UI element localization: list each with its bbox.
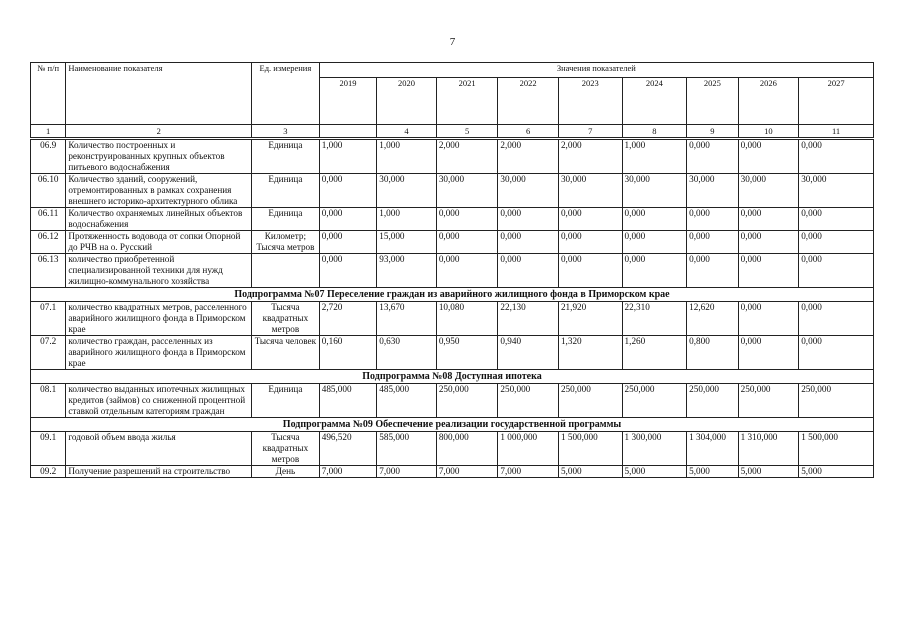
year-header-cell: 2020: [377, 78, 437, 125]
page-number: 7: [449, 36, 456, 48]
value-cell: 0,000: [436, 254, 498, 288]
header-values: Значения показателей: [319, 63, 873, 78]
row-number: 06.10: [31, 174, 66, 208]
row-number: 07.1: [31, 302, 66, 336]
value-cell: 7,000: [377, 466, 437, 478]
value-cell: 0,000: [622, 254, 687, 288]
value-cell: 30,000: [738, 174, 799, 208]
column-number-cell: 9: [687, 125, 738, 139]
value-cell: 2,720: [319, 302, 377, 336]
table-row: [31, 384, 874, 418]
value-cell: 0,000: [498, 231, 559, 254]
value-cell: 0,000: [319, 231, 377, 254]
value-cell: 21,920: [558, 302, 622, 336]
column-number-cell: 4: [377, 125, 437, 139]
value-cell: 0,800: [687, 336, 738, 370]
value-cell: 0,000: [799, 208, 874, 231]
value-cell: 22,310: [622, 302, 687, 336]
indicator-name: Количество охраняемых линейных объектов водоснабжения: [66, 208, 252, 231]
value-cell: 10,080: [436, 302, 498, 336]
indicator-name: Получение разрешений на строительство: [66, 466, 252, 478]
value-cell: 0,000: [738, 139, 799, 174]
value-cell: 1,260: [622, 336, 687, 370]
table-row: [31, 302, 874, 336]
indicators-table: [30, 62, 874, 478]
value-cell: 0,000: [319, 174, 377, 208]
year-header-cell: 2025: [687, 78, 738, 125]
value-cell: 1 300,000: [622, 432, 687, 466]
value-cell: 250,000: [622, 384, 687, 418]
value-cell: 0,160: [319, 336, 377, 370]
section-title: Подпрограмма №07 Переселение граждан из аварийного жилищного фонда в Приморском крае: [31, 288, 874, 302]
value-cell: 250,000: [498, 384, 559, 418]
value-cell: 485,000: [319, 384, 377, 418]
year-header-cell: 2026: [738, 78, 799, 125]
value-cell: 0,000: [799, 254, 874, 288]
unit-cell: Тысяча человек: [252, 336, 320, 370]
value-cell: 250,000: [436, 384, 498, 418]
value-cell: 0,000: [687, 231, 738, 254]
row-number: 09.2: [31, 466, 66, 478]
value-cell: 0,000: [738, 231, 799, 254]
column-number-cell: [319, 125, 377, 139]
value-cell: 1,000: [319, 139, 377, 174]
column-number-cell: 6: [498, 125, 559, 139]
value-cell: 0,000: [799, 231, 874, 254]
row-number: 06.11: [31, 208, 66, 231]
section-row: [31, 418, 874, 432]
value-cell: 5,000: [687, 466, 738, 478]
indicator-name: количество квадратных метров, расселенного аварийного жилищного фонда в Приморском крае: [66, 302, 252, 336]
value-cell: 485,000: [377, 384, 437, 418]
unit-cell: [252, 254, 320, 288]
indicator-name: Количество построенных и реконструированных крупных объектов питьевого водоснабжения: [66, 139, 252, 174]
value-cell: 22,130: [498, 302, 559, 336]
unit-cell: Тысяча квадратных метров: [252, 302, 320, 336]
value-cell: 250,000: [558, 384, 622, 418]
indicator-name: Протяженность водовода от сопки Опорной до РЧВ на о. Русский: [66, 231, 252, 254]
section-row: [31, 288, 874, 302]
value-cell: 250,000: [687, 384, 738, 418]
table-row: [31, 208, 874, 231]
section-title: Подпрограмма №09 Обеспечение реализации государственной программы: [31, 418, 874, 432]
value-cell: 250,000: [738, 384, 799, 418]
value-cell: 30,000: [436, 174, 498, 208]
value-cell: 1 310,000: [738, 432, 799, 466]
table-row: [31, 231, 874, 254]
column-number-cell: 8: [622, 125, 687, 139]
indicator-name: годовой объем ввода жилья: [66, 432, 252, 466]
column-number-cell: 3: [252, 125, 320, 139]
indicator-name: количество выданных ипотечных жилищных кредитов (займов) со сниженной процентной ставкой отдельным категориям граждан: [66, 384, 252, 418]
value-cell: 1,000: [622, 139, 687, 174]
year-header-cell: 2023: [558, 78, 622, 125]
value-cell: 0,000: [799, 139, 874, 174]
value-cell: 0,000: [799, 336, 874, 370]
value-cell: 0,000: [687, 254, 738, 288]
row-number: 06.9: [31, 139, 66, 174]
row-number: 08.1: [31, 384, 66, 418]
table-row: [31, 139, 874, 174]
table-header: [31, 63, 874, 125]
value-cell: 0,000: [498, 208, 559, 231]
value-cell: 0,000: [738, 254, 799, 288]
value-cell: 0,000: [498, 254, 559, 288]
value-cell: 7,000: [436, 466, 498, 478]
value-cell: 0,000: [738, 208, 799, 231]
value-cell: 2,000: [436, 139, 498, 174]
value-cell: 30,000: [377, 174, 437, 208]
year-header-cell: 2024: [622, 78, 687, 125]
header-name: Наименование показателя: [66, 63, 252, 125]
table-row: [31, 254, 874, 288]
value-cell: 0,940: [498, 336, 559, 370]
value-cell: 0,000: [799, 302, 874, 336]
value-cell: 1 304,000: [687, 432, 738, 466]
column-number-cell: 2: [66, 125, 252, 139]
value-cell: 0,000: [687, 139, 738, 174]
value-cell: 585,000: [377, 432, 437, 466]
header-num: № п/п: [31, 63, 66, 125]
column-number-cell: 7: [558, 125, 622, 139]
column-number-cell: 10: [738, 125, 799, 139]
value-cell: 1,320: [558, 336, 622, 370]
value-cell: 496,520: [319, 432, 377, 466]
value-cell: 2,000: [498, 139, 559, 174]
value-cell: 0,000: [558, 254, 622, 288]
table-row: [31, 466, 874, 478]
unit-cell: День: [252, 466, 320, 478]
unit-cell: Единица: [252, 174, 320, 208]
value-cell: 0,000: [622, 231, 687, 254]
value-cell: 13,670: [377, 302, 437, 336]
value-cell: 0,000: [436, 208, 498, 231]
unit-cell: Единица: [252, 208, 320, 231]
value-cell: 0,000: [622, 208, 687, 231]
value-cell: 0,630: [377, 336, 437, 370]
indicator-name: количество приобретенной специализированной техники для нужд жилищно-коммунального хозяйства: [66, 254, 252, 288]
column-number-cell: 5: [436, 125, 498, 139]
value-cell: 30,000: [799, 174, 874, 208]
value-cell: 0,950: [436, 336, 498, 370]
value-cell: 0,000: [436, 231, 498, 254]
unit-cell: Единица: [252, 384, 320, 418]
value-cell: 5,000: [622, 466, 687, 478]
value-cell: 0,000: [319, 254, 377, 288]
year-header-cell: 2019: [319, 78, 377, 125]
value-cell: 93,000: [377, 254, 437, 288]
value-cell: 0,000: [738, 336, 799, 370]
row-number: 06.12: [31, 231, 66, 254]
value-cell: 7,000: [319, 466, 377, 478]
value-cell: 30,000: [622, 174, 687, 208]
row-number: 07.2: [31, 336, 66, 370]
table-row: [31, 432, 874, 466]
column-numbers-row: [31, 125, 874, 139]
row-number: 09.1: [31, 432, 66, 466]
value-cell: 30,000: [687, 174, 738, 208]
value-cell: 1,000: [377, 208, 437, 231]
table-row: [31, 336, 874, 370]
value-cell: 0,000: [738, 302, 799, 336]
year-header-cell: 2022: [498, 78, 559, 125]
value-cell: 7,000: [498, 466, 559, 478]
value-cell: 800,000: [436, 432, 498, 466]
header-unit: Ед. измерения: [252, 63, 320, 125]
unit-cell: Единица: [252, 139, 320, 174]
value-cell: 1 500,000: [558, 432, 622, 466]
indicator-name: Количество зданий, сооружений, отремонтированных в рамках сохранения внешнего историко-архитектурного облика: [66, 174, 252, 208]
value-cell: 15,000: [377, 231, 437, 254]
value-cell: 1,000: [377, 139, 437, 174]
value-cell: 5,000: [558, 466, 622, 478]
indicator-name: количество граждан, расселенных из аварийного жилищного фонда в Приморском крае: [66, 336, 252, 370]
unit-cell: Тысяча квадратных метров: [252, 432, 320, 466]
value-cell: 0,000: [687, 208, 738, 231]
section-row: [31, 370, 874, 384]
column-number-cell: 1: [31, 125, 66, 139]
value-cell: 5,000: [799, 466, 874, 478]
value-cell: 1 500,000: [799, 432, 874, 466]
value-cell: 1 000,000: [498, 432, 559, 466]
value-cell: 30,000: [558, 174, 622, 208]
value-cell: 0,000: [558, 208, 622, 231]
value-cell: 0,000: [319, 208, 377, 231]
value-cell: 30,000: [498, 174, 559, 208]
table-row: [31, 174, 874, 208]
value-cell: 2,000: [558, 139, 622, 174]
year-header-cell: 2027: [799, 78, 874, 125]
row-number: 06.13: [31, 254, 66, 288]
table-body: [31, 125, 874, 478]
unit-cell: Километр; Тысяча метров: [252, 231, 320, 254]
column-number-cell: 11: [799, 125, 874, 139]
value-cell: 0,000: [558, 231, 622, 254]
value-cell: 250,000: [799, 384, 874, 418]
section-title: Подпрограмма №08 Доступная ипотека: [31, 370, 874, 384]
value-cell: 5,000: [738, 466, 799, 478]
value-cell: 12,620: [687, 302, 738, 336]
year-header-cell: 2021: [436, 78, 498, 125]
